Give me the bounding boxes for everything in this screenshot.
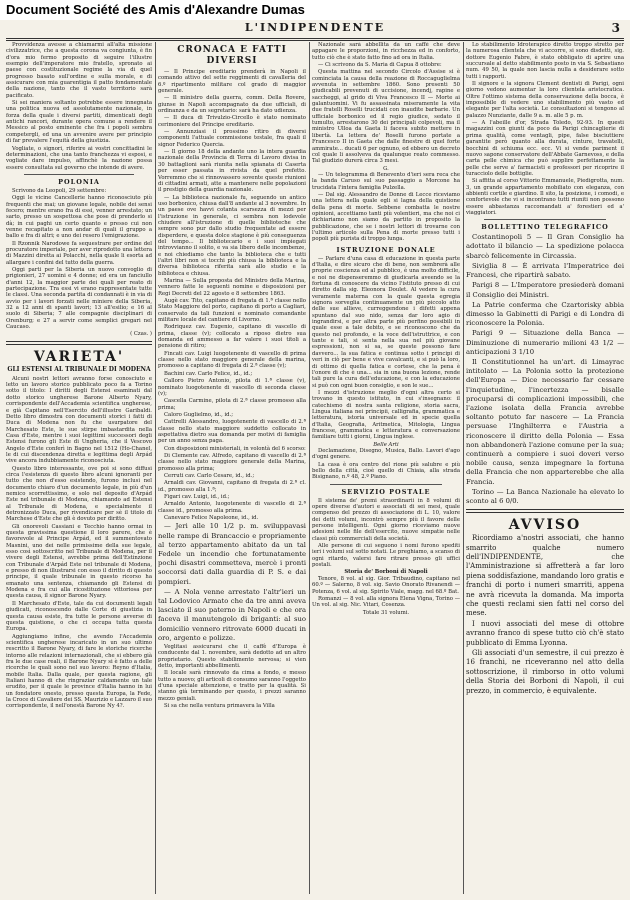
article-paragraph: — Il giorno 18 della andante uno la intera guardia nazionale della Provincia di Terra di Lavoro divisa in 30 battaglioni sarà riunita nella spianata di Caserta per esser passata in rivista da quel prefetto. Vorremmo che si rinnovassero sovente queste riunioni di cittadini armati, atte a mantenere nelle popolazioni il prestigio della guardia nazionale.	[158, 149, 306, 194]
telegraph-item: Parigi 8 — L'Imperatore presiederà domani il Consiglio dei Ministri.	[466, 281, 624, 299]
source-banner	[0, 0, 630, 20]
article-paragraph: Vogliate, o signori, riferire ai vostri concittadini le determinazioni, che una tanto franchezza vi esposi, e vogliate dare impulso, affinchè la nazione possa essere consultata sul governo che intende di avere.	[6, 145, 152, 171]
article-paragraph: Caloro Guglielmo, id., id.;	[164, 411, 234, 418]
section-heading-cronaca: CRONACA E FATTI DIVERSI	[177, 45, 287, 66]
article-paragraph: — Il duca di Trivulzio-Circello è stato nominato cerimoniere del Principe ereditario.	[158, 115, 306, 128]
article-paragraph: — Jeri alle 10 1/2 p. m. sviluppavasi nelle rampe di Brancaccio e propriamente al terzo appartamento abitato da un tal Fedele un incendio che fortunatamente pochi disastri commetteva, mercè i pronti soccorsi dati dalla guardia di P. S. e dai pompieri.	[158, 522, 306, 586]
article-paragraph: Calloro Pietro Antonio, pilota di 1.ª classe (v), nominato luogotenente di vascello di seconda classe (v);	[158, 378, 306, 397]
column-2	[158, 42, 306, 894]
article-paragraph: Canevaro Felice Napoleone, id., id.	[164, 515, 259, 522]
article-paragraph: Scrivono da Leopoli, 29 settembre:	[12, 187, 107, 194]
article-paragraph: Marina — Sulla proposta del Ministro della Marina, vennero fatte le seguenti nomine e disposizioni per Regi Decreti del 22 agosto e 8 settembre 1863.	[158, 278, 306, 297]
article-paragraph: Il locale sarà rinnovato da cima a fondo, e messo tutto a nuovo; gli articoli di consumo saranno l'oggetto d'una speciale attenzione, e tratto per la qualità. Si stanno già terminando per questo, i prezzi saranno mezzo geniali.	[158, 670, 306, 702]
notice-paragraph: Gli associati d'un semestre, il cui prezzo è 16 franchi, ne riceveranno nel atto della sottoscrizione, il rimborso in otto volumi della Storia dei Borboni di Napoli, il cui prezzo, in commercio, è equivalente.	[466, 649, 624, 695]
notice-paragraph: I nuovi associati del mese di ottobre avranno franco di spese tutto ciò ch'è stato pubblicato di Emma Lyonna.	[466, 619, 624, 647]
article-paragraph: Il Marchesato d'Este, tale da cui documenti legali giudicati, riconoscendo dalle Corte di giustizia in questa causa esiste, fra tutte le persone avverse di questa quistione, o che ci occupa tutta questa Europa.	[6, 600, 152, 633]
article-paragraph: — Parlare d'una casa di educazione in questa parte d'Italia, e dire sicuro che di bene, non sembrerà alle proprie coscienza ed al pubblico, è una molto difficile, e noi ne dispenseremmo di giudicarla aveendo se la fortuna di conoscere da vicino l'istituto presso di cui diretto dalla sig. Eleonora Doulet. Al vedere la cura veramente materna con la quale questa egregia signora sorveglia continuamente un più piccolo atto delle sue allieve, curreggendone i difetti appena spuntano dal suo nido, senza dar loro agio di ingrandirsi, e per altra parte più perfino possibili in quale esse a tale debito, e se riconoscono che da questo nel profondo, e la voce dell'istruttrice, e con tante e tali, si senta nella sua nel più giovane espressioni, non si sa, se queste possono fare davvero... la sua fatica e continua sotto i principi di veri in ciò per bene e vive cavalcanti, e si può la loro, di ottimo di quella fatica e cortese, che la pena è l'onore di che è una... sia in una buona lezione, rende tali pure la cura dell'educazione, e con la educazione si può con ogni buon consiglio, e son le sue...	[312, 255, 460, 389]
advert-paragraph: Lo stabilimento Idroterapico diretto troppo stretto per la numerosa clientela che vi accorre, si sono disdetti, sig. dottore Eugenio Fabre, è stato obbligato di aprire una succursale al detto stabilimento posto in via S. Sebastiano num. 49 50, la quale non lascia nulla a desiderare sotto tutti i rapporti.	[466, 42, 624, 80]
column-divider-1	[155, 42, 156, 894]
header-rule	[6, 38, 624, 39]
section-heading-varieta: VARIETA'	[33, 348, 125, 365]
article-paragraph: Oggi parti per la Siberia un nuovo convoglio di prigionieri, 27 uomini e 4 donne; ed era un fanciullo d'anni 12, la maggior parte dei quali per reato di partecipazione. Tra essi vi erano rappresentate tutte le classi. Una seconda partita di condannati è in via di avvio per i lavori forzati nelle miniere della Siberia, 32 a 12 anni di spanti lavori; 13 all'esilio; e 16 al suolo di Siberia; 7 alle compagnie disciplinari di Orenburg; e 27 a servir come semplici gregari nel Caucaso.	[6, 267, 152, 331]
advert-paragraph: — A l'abeille d'or, Strada Toledo, 92-93. In questi magazzini con giunti da poco da Parigi chincaglierie di prima qualità, come ventagli, pipe, false bisciuttiere garantite però quanto alla durata, cinture, travatelli, bocchini di schiuma ecc. ecc. Vi si vende pariment il nuovo sapone conservatore dell'Abbate Garnevoss, e della carta pelle chimica che può supplire perfettamente la pelle che serve a' farmacisti e professori per ricoprire il turacciolo delle bottiglie.	[466, 120, 624, 177]
telegraph-item: Costantinopoli 5 — Il Gran Consiglio ha adottato il bilancio — La spedizione polacca sbarcò felicemente in Circassia.	[466, 233, 624, 260]
article-paragraph: La casa è ora centro del rione più salubre e più bello della città, cioè quello di Chiaia, alla strada Bisignano, n.º 48, 2.º Piano.	[312, 461, 460, 481]
page-bottom-margin	[0, 894, 630, 900]
article-paragraph: Con disposizioni ministeriali, in volontà del 6 scorso:	[164, 445, 306, 452]
article-signature: G.	[383, 165, 389, 172]
subheading-storia-borboni: Storia de' Borboni di Napoli	[344, 569, 428, 576]
article-paragraph: Di Clemente cav. Alfredo, capitano di vascello di 2.ª classe nello stato maggiore generale della Marina, promosso alla prima;	[158, 452, 306, 472]
article-paragraph: Provvidenza avesse a chiamarmi all'alta missione civilizzatrice, che a questa corona va congiunta, è fin d'ora mio fermo proposito di seguire l'illustre esempio dell'imperatore mio fratello, spronato ai paese con costituzionale regime la via di quel progresso basato sull'ordine e sulla morale, e di assicurare con mia guarentigia il patto fondamentale della nazione, tanto che il vasto territorio sarà pacificato.	[6, 42, 152, 99]
article-paragraph: Declamazione, Disegno, Musica, Ballo. Lavori d'ago d'ogni genere.	[312, 447, 460, 461]
article-paragraph: Augè cav. Tito, capitano di fregata di 1.ª classe nello Stato Maggiore del porto, capitano di porto a Cagliari, conservato da tali funzioni e nominato comandante militare locale del cantiere di Livorno.	[158, 298, 306, 324]
separator	[24, 174, 134, 175]
column-4	[466, 42, 624, 894]
article-title-estensi: GLI ESTENSI AL TRIBUNALE DI MODENA	[7, 365, 151, 373]
article-paragraph: Romanzi — 8 vol. alla signora Elena Vigna, Torino — Un vol. al sig. Nic. Vitari, Cosenza.	[312, 595, 460, 609]
section-heading-servizio-postale: SERVIZIO POSTALE	[341, 487, 431, 496]
article-paragraph: Si sa che nella ventura primavera la Villa	[164, 703, 275, 710]
section-heading-avviso: AVVISO	[508, 517, 582, 534]
header-rule-2	[6, 40, 624, 41]
source-banner-title: Document Société des Amis d'Alexandre Dumas	[6, 2, 305, 17]
section-heading-polonia: POLONIA	[58, 177, 100, 186]
article-paragraph: Alle persone di cui seguono i nomi furono spediti ieri i volumi sul sotto notati. Le preghiamo, a scanso di ogni ritardo, valersi fare ritrare presso gli uffici postali.	[312, 543, 460, 569]
masthead: L'INDIPENDENTE	[244, 21, 386, 34]
article-paragraph: Aggiungiamo infine, che avendo l'Accademia scientifica ungherese incaricato in un suo ultimo rescritto il Barone Nyary, di fare le storiche ricerche intorno alle relazioni internazionali, che si ebbero già fra le due case reali, il Barone Nyary si è fatto a delle ricerche le quali sono nel suo lavoro: Reyno d'Italia, mobile Italia. Dalla quale, per questa ragione, gli Italiani hanno di che ringraziar caldamente un tale erudito, per il quale le province d'Italia hanno in lui un fondatore onesto, presso questa Europa, la Fede, la Croce di Cavaliere dei SS. Maurizio e Lazzaro il suo corrispondente, il nell'onestà Barone Ny 4?.	[6, 633, 152, 710]
article-paragraph: — Il ministro della guerra, comm. Della Rovere, giunse in Napoli accompagnato da due ufficiali, di ordinanza e da un segretario: sarà ha dato udienza.	[158, 95, 306, 115]
article-paragraph: Nazionale sarà abbellita da un caffè che deve appagare le proporzioni, in ricchezza ed in conforto, tutto ciò che è stato fatto fino ad ora in Italia.	[312, 42, 460, 61]
article-paragraph: Alcuni nostri lettori avranno forse conosciuto e letto un lavoro storico pubblicato poco fa a Torino sotto il titolo: I diritti degli Estensi esaminati dal dotto storico ungherese Barone Alberto Nyary, corrispondente dell'Accademia scientifica ungherese, e già Capitano nell'Esercito dell'illustre Garibaldi. Detto libro dimostra con documenti storici i fatti di Duca di Modena non fu che usurpatore del Marchesato Este, le sue stirpe imbastardita nella Casa d'Este, mentre i suoi legittimi successori degli Estensi furono gli Este di Ungheria, che il Vescovo Angelo d'Este conferì in Bagno nel 1512 (Ho-Chanel, le di cui discendenza diretta e legittima degli Arpád vive ancora indubbiamente riconosciuta.	[6, 375, 152, 465]
section-heading-bollettino: BOLLETTINO TELEGRAFICO	[481, 223, 609, 232]
subheading-belle-arti: Belle Arti	[373, 441, 399, 448]
telegraph-item: Parigi 9 — Situazione della Banca — Diminuzione di numerario milioni 43 1/2 — anticipazioni 3 1/10	[466, 329, 624, 356]
article-paragraph: — Il Principe ereditario prenderà in Napoli il comando attivo del sette reggimenti di cavalleria del 6.º ripartimento militare col grado di maggior generale.	[158, 69, 306, 95]
telegraph-item: La Patrie conferma che Czartorisky abbia dimesso la Gabinetti di Parigi e di Londra di riconoscere la Polonia.	[466, 300, 624, 328]
article-paragraph: — Un telegramma di Benevento d'ieri sera reca che la banda Caruso sul suo passaggio a Morcone ha trucidata l'intera famiglia Pulzella.	[312, 171, 460, 191]
telegraph-item: Il Constitutionnel ha un'art. di Limayrac intitolato — La Polonia sotto la protezione dell'Europa — Dice necessario far cessare l'inquietudine, l'incertezza — bisalle procuparsi di complicazioni impossibili, che l'azione isolata della Francia avrebbe soltanto potuto far nascere — La Francia persuase l'Inghilterra e l'Austria a riconoscere il diritto della Polonia — Essa non abbandonerà l'azione comune per la sua; continuerà a compiere i suoi doveri verso nobile causa, senza impegnare la fortuna della Francia che non apparterebbe che alla Francia.	[466, 357, 624, 486]
section-bar	[466, 509, 624, 513]
separator	[330, 484, 442, 485]
article-paragraph: — La biblioteca nazionale fu, seguendo un antico uso borbonico, chiusa dall'8 andante al 3 novembre. In un paese ove havvi cotanta scarsezza di mezzi per l'istruzione in generale, ci sembra non lodevole chiudere all'istruzione di quelle biblioteche che sempre sono pur dallo studio frequentate ad essere disperdere, e questa dolce stagione è più conseguenza del tempo... Il bibliotecario e i suoi impiegati introvvianno il solito, e va sia libero delle incombenze, e noi chiediamo che tanto la biblioteca che e tutti l'altri libri non si tocchi più chiusa la biblioteca e la diversa biblioteca riferita sarà allo studio e la biblioteca e chiusa.	[158, 194, 306, 277]
article-paragraph: Tenore, 8 vol. al sig. Gior. Tribaudino, capitano nel 60.º — Salerno, 8 vol. sig. Savio Onorato Rivanendi — Potenza, 6 vol. al sig. Spirito Viale, magg. nel 68.º Bat.	[312, 575, 460, 595]
article-paragraph: Figari cav. Luigi, id., id.;	[164, 494, 230, 500]
column-3	[312, 42, 460, 894]
advert-paragraph: Il signore e la signora Clement dentisti di Parigi, ogni giorno vedono aumentar la loro clientela aristocratica. Oltre l'ottimo sistema della conservazione della bocca, è impossibile di vedere uno stabilimento più vasto ed elegante per l'alta società. Le consultazioni si tengono al palazzo Nunziante, dalle 9 a. m. alle 5 p. m.	[466, 81, 624, 119]
column-1	[6, 42, 152, 894]
column-divider-2	[309, 42, 310, 894]
telegraph-item: Torino — La Banca Nazionale ha elevato lo sconto al 6 0/0.	[466, 487, 624, 505]
page-number: 3	[611, 21, 620, 35]
volume-total: Totale 31 volumi.	[362, 609, 410, 616]
article-paragraph: Cattrelli Alessandro, luogotenente di vascello di 2.ª classe nello stato maggiore suddetto collocato in aspettativa dietro sua domanda per motivi di famiglia per un anno senza paga.	[158, 419, 306, 445]
separator	[484, 219, 606, 220]
article-paragraph: Oggi le vicine Cancellerie hanno riconosciuto più frequenti che mai; un giovane legale, nobile dei sensi fecero; mentre erano fra di essi, venner arrestato; un sarto, presso un sospettosa che pose di prenderlo si dà; in cui paghi un certo quanto e presso cui non venne recapitato a non andar di quali il gruppo a ballo e fra di altri; e uno dei resero l'emigrazione.	[6, 195, 152, 240]
article-source: ( Czas. )	[130, 331, 152, 338]
article-paragraph: — Ci scrivono da S. Maria di Capua 8 ottobre:	[318, 62, 442, 69]
article-paragraph: Arnaldi cav. Giovanni, capitano di fregata di 2.ª cl. id., promosso alla 1.ª;	[158, 480, 306, 493]
section-heading-istruzione: ISTRUZIONE DONALE	[336, 245, 436, 254]
page-header	[6, 21, 624, 37]
article-paragraph: Veglitasi assicurarsi che il caffè d'Europa è conducente dal 1. novembre, sarà dedotto ad un altro proprietario. Questo stabilimento nervosa; si vien detto, importanti abbellimenti.	[158, 644, 306, 670]
advert-paragraph: Si affitta al corso Vittorio Emmanuele, Piedigrotta, num. 3, un grande appartamento mobiliato con eleganza, con abbienti cortile e giardino. Il sito, la posizione, i comodi, e confortevole che vi si incontrano tutti riuniti non possono essere abbastanza raccomandati a' forestieri ed a' viaggiatori.	[466, 178, 624, 216]
article-paragraph: Questa mattina nel secondo Circolo d'Assise si è cominciata la causa della reazione di Roccaguglielma avvenuta in settembre 1860. Sono presenti 50 giudicabili prevenuti di uccisione, incendj, rapine e saccheggi, al grido di Viva Francesco II — Morte ai galantuomini. Vi fu assassinata miseramente la vita due fratelli Roselli trucidati con inaudite barbarie. Un ufficiale borbonico ed il regio giudice, sedato il tumulto, arrestarono 30 dei principali colpevoli, ma il ministro Ulloa da Gaeta li faceva subito mettere in libertà. La lettera de' Roselli furono portate a Francesco II in Gaeta che dalle finestre di quel forte ammirate... ducati 6 per ognuno, ed ebbero un decreto col quale li assolveva da qualunque reato commesso. Tal giudizio durerà circa 3 mesi.	[312, 69, 460, 165]
notice-paragraph: Ricordiamo a'nostri associati, che hanno smarrito qualche numero dell'INDIPENDENTE, che l'Amministrazione si affretterà a far loro piena soddisfazione, mandando loro gratis e franchi di porto i numeri smarriti, appena ne avrà ricevuta la domanda. Ma importa che questi reclami sien fatti nel corso del mese.	[466, 534, 624, 618]
article-paragraph: Il sistema de' premi straordinarii in 8 volumi di opere diverse d'autori e associati di sei mesi, quale compenso del prezzo di associazione di L. 10, valore dei detti volumi, incontrò sempre più il favore delle persone intelligenti. Ogni giorno riceviamo nuove adesioni nelle file dell'esercito, nuove simpatie nelle classi più commerciali della società.	[312, 497, 460, 542]
article-paragraph: — Dal sig. Alessandro de Donne di Lecce riceviamo una lettera nella quale egli si lagna della quistione della pena di morte. Sebbene combatta le nostre opinioni, accettiamo tanti più volentieri, ma che noi ci dichiariamo non siamo da partito in proposito la pubblicazione, che se i nostri lettori di trovarne con l'ultimo articolo sulla Pena di morte presso tutti i popoli più purista di troppo lunga.	[312, 191, 460, 243]
article-paragraph: Arnaldo Antonio, luogotenente di vascello di 2.ª classe id., promosso alla prima.	[158, 501, 306, 514]
telegraph-item: Siviglia 8 — È arrivata l'Imperatrice dei Francesi, che ripartirà sabato.	[466, 261, 624, 280]
section-bar	[6, 341, 152, 345]
article-paragraph: Fincati cav. Luigi luogotenente di vascello di prima classe nello stato maggiore generale della marina, promosso a capitano di fregata di 2.ª classe (v);	[158, 350, 306, 370]
article-paragraph: Gli onorevoli Cassiani e Tecchio hanno ormai in questa gravissima questione il loro parere, che è favorevole al Principe Arpád, ed il summentovato Masnini, uno dei nelle primissime della sue legale, esso così sottoscritto nel Tribunale di Modena, per il vivere degli Estensi, avrebbe prima dell'Estinzione con Tribunale d'Arpád Este nel tribunale di Modena, e presso di non illustrarsi con esso il diritto di questo principe, il quale tribunale in questo ricorso ha emanato una sentenza, chiamando gli Estensi di Modena e fra cui alla ricostituzione vittoriosa per questa causa, il signor Barone Nyary.	[6, 523, 152, 600]
article-paragraph: — A Nola venne arrestato l'altr'ieri un tal Lodovico Armato che da tre anni aveva lasciato il suo paterno in Napoli e che ora faceva il manutengolo di briganti: al suo domicilio vennero ritrovate 6000 ducati in oro, argento e polizze.	[158, 587, 306, 642]
article-paragraph: Rodriquez cav. Eugenio, capitano di vascello di prima, classe (v); collocato a riposo dietro sua domanda ed ammesso a far valere i suoi titoli a pensione di ritiro;	[158, 324, 306, 350]
article-paragraph: Il Rzonnik Narodowe fa sequestrare per ordine del procuratore imperiale, per aver riprodotto una lettera di Mazzini diretta ai Polacchi, nella quale li esorta ad allargare i confini del tutto della guerra.	[6, 240, 152, 266]
column-divider-3	[463, 42, 464, 894]
article-paragraph: Cascella Carmine, pilota di 2.ª classe promosso alla prima;	[158, 398, 306, 411]
article-paragraph: I mezzi d'istruzione meglio d'ogni altra certo si trovano in questo istituto, in cui s'insegnano: il catechismo di nostra santa religione, storia sacra, Lingua italiana nei principii, calligrafia, grammatica e letteratura, istoria universale ed in specie quella d'Italia, Geografia, Aritmetica, Mitologia, Lingua francese, grammatica e letteratura e conversazione familiare tutti i giorni, Lingua inglese.	[312, 389, 460, 441]
article-paragraph: Cerruti cav. Carlo Cesare, id., id.;	[164, 472, 255, 479]
article-paragraph: Si sei maniera soltanto potrebbe essere innegnata una politica nuova ed assolutamente nazionale, in forza della quale i diversi partiti, dimenticati degli antichi rancori, durante opera comune a rendere il Messico al posto eminente che fra i popoli sembra competergli, ed una un avvenire avere per principio di far prevalere l'equità della giustizia.	[6, 100, 152, 145]
article-paragraph: — Annunziasi il prossimo ritiro di diversi componenti l'attuale commissione testale, fra quali il signor Federico Quercia.	[158, 129, 306, 148]
article-paragraph: Bachini cav. Carlo Felice, id., id.;	[164, 370, 253, 377]
article-paragraph: Questo libro interessante, ove poi si sono diffusi circa l'esistenza di questo libro alcuni ignoranti per tutto che non d'esso esistendo, furono inclusi nel documento chiaro d'un documento legale, in più d'un nemico scorrettissimo, e solo nel deposito d'Arpád Este nel tribunale di Modena, chiamando ad Estensi al Tribunale di Modena, e specialmente il detronizzato Duca, per rivendicare per sè il titolo di Marchese d'Este che gli è dovuto per diritto.	[6, 465, 152, 523]
